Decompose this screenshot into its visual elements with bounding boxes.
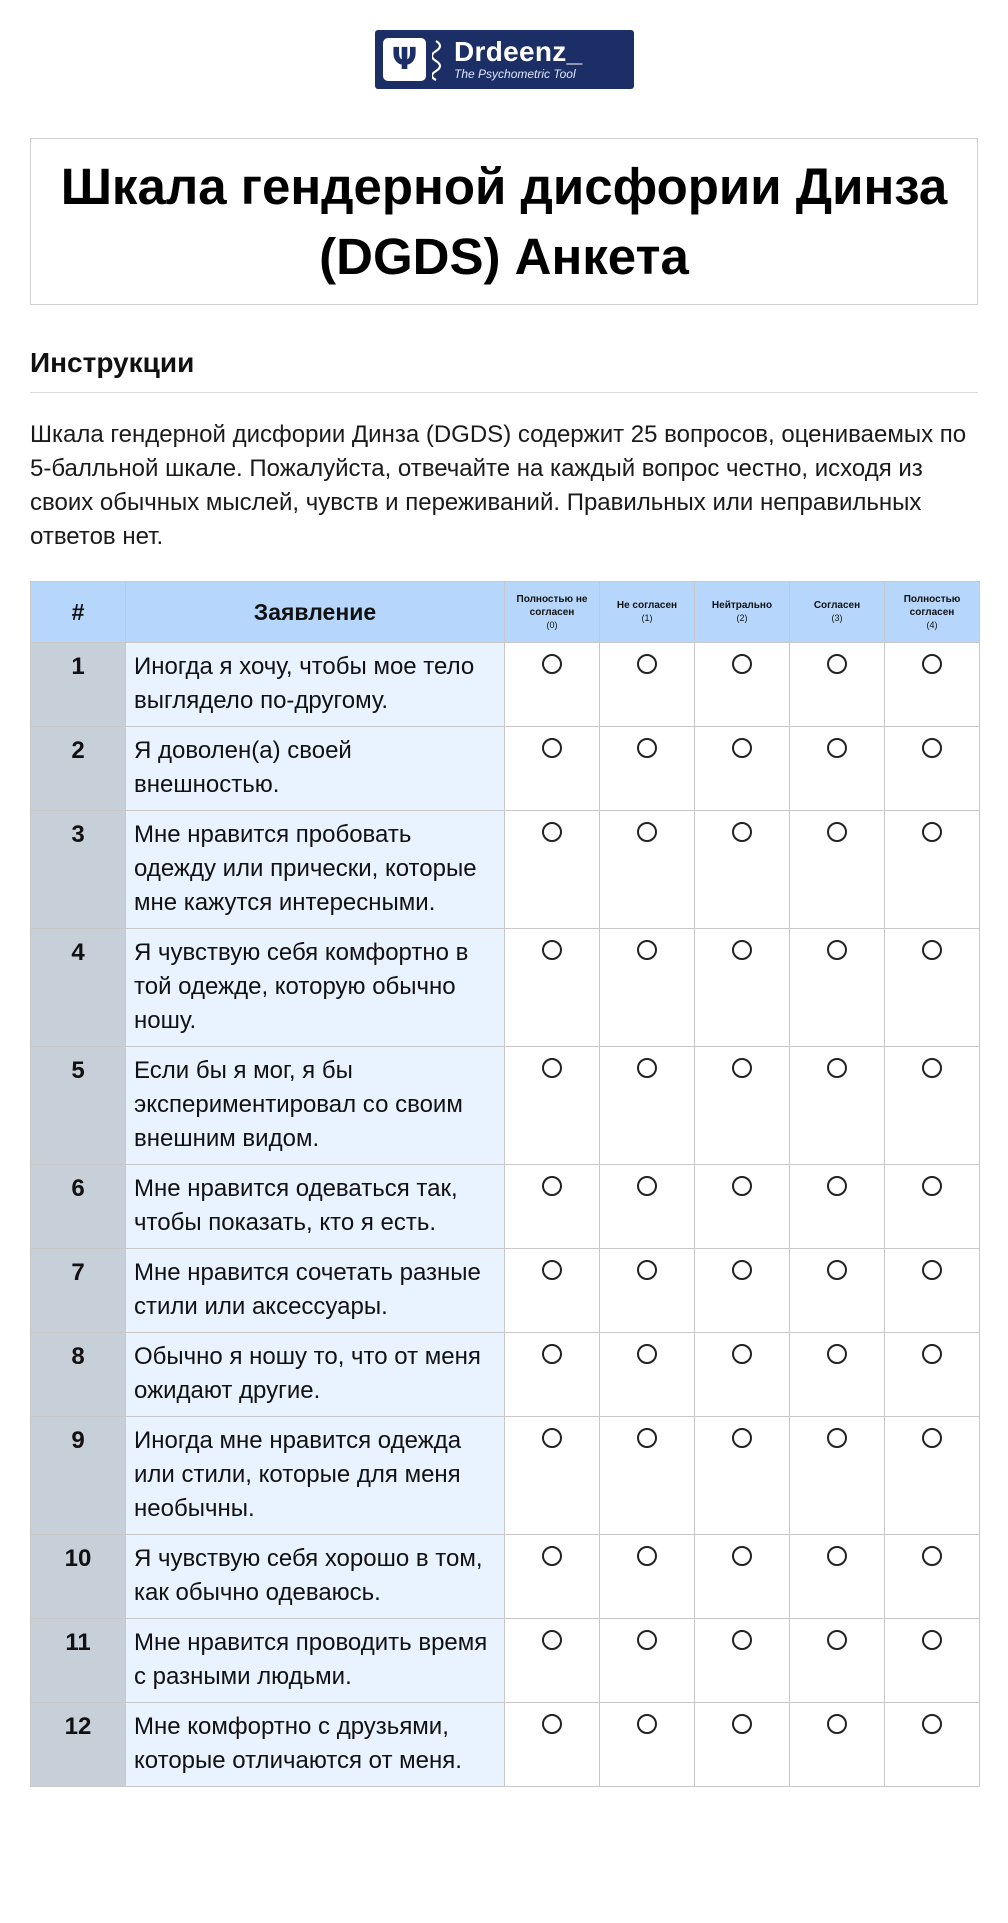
answer-radio-4[interactable] [922, 1630, 942, 1650]
option-cell [505, 811, 600, 929]
header-option [600, 582, 695, 643]
answer-radio-1[interactable] [637, 1058, 657, 1078]
table-row [31, 811, 980, 929]
option-label: Нейтрально [711, 600, 773, 611]
row-number: 11 [31, 1619, 126, 1703]
answer-radio-0[interactable] [542, 1630, 562, 1650]
answer-radio-2[interactable] [732, 1630, 752, 1650]
answer-radio-1[interactable] [637, 940, 657, 960]
table-row [31, 1535, 980, 1619]
option-value: (0) [546, 619, 558, 630]
option-cell [885, 1249, 980, 1333]
answer-radio-1[interactable] [637, 1176, 657, 1196]
instructions-heading: Инструкции [30, 347, 195, 378]
option-cell [790, 1619, 885, 1703]
option-value: (1) [641, 613, 653, 623]
table-row [31, 727, 980, 811]
option-cell [885, 929, 980, 1047]
answer-radio-1[interactable] [637, 1428, 657, 1448]
answer-radio-0[interactable] [542, 1428, 562, 1448]
questionnaire-table [30, 581, 980, 1787]
answer-radio-4[interactable] [922, 1260, 942, 1280]
option-value: (4) [926, 619, 938, 630]
option-cell [695, 1417, 790, 1535]
option-cell [600, 1703, 695, 1787]
option-cell [695, 643, 790, 727]
option-cell [885, 1619, 980, 1703]
option-cell [885, 811, 980, 929]
wave-icon [432, 38, 448, 81]
option-cell [790, 1333, 885, 1417]
option-cell [505, 1165, 600, 1249]
option-cell [885, 1047, 980, 1165]
row-number: 4 [31, 929, 126, 1047]
option-cell [600, 1165, 695, 1249]
option-cell [505, 1535, 600, 1619]
option-cell [790, 929, 885, 1047]
answer-radio-2[interactable] [732, 654, 752, 674]
answer-radio-3[interactable] [827, 1344, 847, 1364]
answer-radio-1[interactable] [637, 1344, 657, 1364]
header-option [695, 582, 790, 643]
header-option [885, 582, 980, 643]
option-cell [885, 1417, 980, 1535]
option-cell [695, 929, 790, 1047]
option-cell [600, 1417, 695, 1535]
answer-radio-2[interactable] [732, 1546, 752, 1566]
option-label: Не согласен [616, 600, 678, 611]
option-cell [695, 1535, 790, 1619]
option-cell [600, 1619, 695, 1703]
answer-radio-2[interactable] [732, 822, 752, 842]
instructions-divider [30, 392, 978, 393]
answer-radio-2[interactable] [732, 738, 752, 758]
instructions-text: Шкала гендерной дисфории Динза (DGDS) содержит 25 вопросов, оцениваемых по 5-балльной шкале. Пожалуйста, отвечайте на каждый вопрос честно, исходя из своих обычных мыслей, чувств и переживаний. Правильных или неправильных ответов нет. [30, 421, 967, 550]
answer-radio-1[interactable] [637, 1260, 657, 1280]
row-number: 7 [31, 1249, 126, 1333]
table-row [31, 1249, 980, 1333]
option-cell [790, 727, 885, 811]
option-cell [695, 1703, 790, 1787]
answer-radio-1[interactable] [637, 1714, 657, 1734]
answer-radio-0[interactable] [542, 1058, 562, 1078]
option-cell [885, 727, 980, 811]
answer-radio-3[interactable] [827, 822, 847, 842]
option-cell [885, 643, 980, 727]
table-row [31, 929, 980, 1047]
option-cell [505, 1703, 600, 1787]
answer-radio-0[interactable] [542, 654, 562, 674]
answer-radio-3[interactable] [827, 1176, 847, 1196]
row-statement: Мне нравится сочетать разные стили или аксессуары. [126, 1249, 505, 1333]
option-cell [600, 727, 695, 811]
answer-radio-4[interactable] [922, 1546, 942, 1566]
row-statement: Мне нравится пробовать одежду или прически, которые мне кажутся интересными. [126, 811, 505, 929]
header-statement: Заявление [126, 582, 505, 643]
answer-radio-3[interactable] [827, 654, 847, 674]
option-cell [695, 811, 790, 929]
option-label: Полностью согласен [903, 593, 961, 618]
brand-logo [375, 30, 634, 89]
answer-radio-3[interactable] [827, 1630, 847, 1650]
option-value: (2) [736, 613, 748, 623]
option-cell [600, 1535, 695, 1619]
answer-radio-3[interactable] [827, 1260, 847, 1280]
row-statement: Мне нравится одеваться так, чтобы показать, кто я есть. [126, 1165, 505, 1249]
answer-radio-3[interactable] [827, 738, 847, 758]
option-cell [790, 1535, 885, 1619]
option-cell [505, 727, 600, 811]
row-number: 5 [31, 1047, 126, 1165]
option-label: Полностью не согласен [516, 593, 588, 618]
answer-radio-1[interactable] [637, 1630, 657, 1650]
answer-radio-1[interactable] [637, 822, 657, 842]
option-cell [505, 1417, 600, 1535]
row-statement: Я доволен(а) своей внешностью. [126, 727, 505, 811]
answer-radio-2[interactable] [732, 940, 752, 960]
answer-radio-4[interactable] [922, 940, 942, 960]
answer-radio-4[interactable] [922, 1344, 942, 1364]
row-number: 6 [31, 1165, 126, 1249]
row-number: 8 [31, 1333, 126, 1417]
option-cell [695, 1047, 790, 1165]
option-cell [885, 1703, 980, 1787]
row-number: 10 [31, 1535, 126, 1619]
option-cell [695, 1165, 790, 1249]
answer-radio-4[interactable] [922, 1428, 942, 1448]
answer-radio-3[interactable] [827, 1058, 847, 1078]
option-cell [505, 643, 600, 727]
row-statement: Иногда мне нравится одежда или стили, которые для меня необычны. [126, 1417, 505, 1535]
answer-radio-0[interactable] [542, 1714, 562, 1734]
answer-radio-4[interactable] [922, 822, 942, 842]
option-cell [505, 1249, 600, 1333]
table-row [31, 1165, 980, 1249]
answer-radio-1[interactable] [637, 654, 657, 674]
answer-radio-3[interactable] [827, 1428, 847, 1448]
answer-radio-0[interactable] [542, 1546, 562, 1566]
answer-radio-2[interactable] [732, 1260, 752, 1280]
row-statement: Обычно я ношу то, что от меня ожидают другие. [126, 1333, 505, 1417]
table-row [31, 1619, 980, 1703]
row-statement: Если бы я мог, я бы экспериментировал со своим внешним видом. [126, 1047, 505, 1165]
option-cell [695, 1619, 790, 1703]
answer-radio-3[interactable] [827, 1714, 847, 1734]
option-cell [600, 643, 695, 727]
title-box [30, 138, 978, 305]
row-statement: Мне нравится проводить время с разными людьми. [126, 1619, 505, 1703]
answer-radio-0[interactable] [542, 822, 562, 842]
option-cell [600, 929, 695, 1047]
option-cell [790, 1703, 885, 1787]
row-statement: Иногда я хочу, чтобы мое тело выглядело по-другому. [126, 643, 505, 727]
answer-radio-0[interactable] [542, 1344, 562, 1364]
option-cell [600, 811, 695, 929]
answer-radio-0[interactable] [542, 940, 562, 960]
option-cell [790, 1047, 885, 1165]
answer-radio-4[interactable] [922, 1058, 942, 1078]
option-cell [505, 1333, 600, 1417]
option-label: Согласен [813, 600, 861, 611]
answer-radio-0[interactable] [542, 1176, 562, 1196]
option-cell [790, 1249, 885, 1333]
answer-radio-2[interactable] [732, 1058, 752, 1078]
answer-radio-2[interactable] [732, 1714, 752, 1734]
option-cell [885, 1165, 980, 1249]
questionnaire-body [31, 643, 980, 1787]
row-statement: Я чувствую себя комфортно в той одежде, которую обычно ношу. [126, 929, 505, 1047]
answer-radio-1[interactable] [637, 738, 657, 758]
option-cell [695, 1333, 790, 1417]
answer-radio-3[interactable] [827, 940, 847, 960]
option-cell [790, 1165, 885, 1249]
answer-radio-2[interactable] [732, 1344, 752, 1364]
row-number: 3 [31, 811, 126, 929]
table-row [31, 1417, 980, 1535]
row-statement: Я чувствую себя хорошо в том, как обычно одеваюсь. [126, 1535, 505, 1619]
table-row [31, 1047, 980, 1165]
option-cell [505, 1047, 600, 1165]
table-row [31, 643, 980, 727]
option-cell [505, 929, 600, 1047]
option-cell [790, 1417, 885, 1535]
answer-radio-0[interactable] [542, 1260, 562, 1280]
answer-radio-3[interactable] [827, 1546, 847, 1566]
row-number: 2 [31, 727, 126, 811]
option-cell [600, 1047, 695, 1165]
option-cell [695, 1249, 790, 1333]
answer-radio-2[interactable] [732, 1428, 752, 1448]
page-title: Шкала гендерной дисфории Динза (DGDS) Анкета [60, 157, 948, 285]
option-cell [885, 1535, 980, 1619]
header-number: # [31, 582, 126, 643]
option-value: (3) [831, 613, 843, 623]
header-option [790, 582, 885, 643]
table-header-row [31, 582, 980, 643]
option-cell [600, 1333, 695, 1417]
row-statement: Мне комфортно с друзьями, которые отличаются от меня. [126, 1703, 505, 1787]
option-cell [600, 1249, 695, 1333]
row-number: 12 [31, 1703, 126, 1787]
row-number: 1 [31, 643, 126, 727]
answer-radio-0[interactable] [542, 738, 562, 758]
answer-radio-4[interactable] [922, 654, 942, 674]
table-row [31, 1333, 980, 1417]
answer-radio-4[interactable] [922, 738, 942, 758]
option-cell [505, 1619, 600, 1703]
header-option [505, 582, 600, 643]
option-cell [695, 727, 790, 811]
answer-radio-4[interactable] [922, 1714, 942, 1734]
psi-icon: Ψ [383, 38, 426, 81]
row-number: 9 [31, 1417, 126, 1535]
option-cell [790, 811, 885, 929]
table-row [31, 1703, 980, 1787]
option-cell [885, 1333, 980, 1417]
option-cell [790, 643, 885, 727]
answer-radio-2[interactable] [732, 1176, 752, 1196]
answer-radio-1[interactable] [637, 1546, 657, 1566]
logo-text [454, 38, 582, 81]
answer-radio-4[interactable] [922, 1176, 942, 1196]
logo-tagline: The Psychometric Tool [454, 67, 576, 81]
logo-name: Drdeenz_ [454, 36, 583, 67]
